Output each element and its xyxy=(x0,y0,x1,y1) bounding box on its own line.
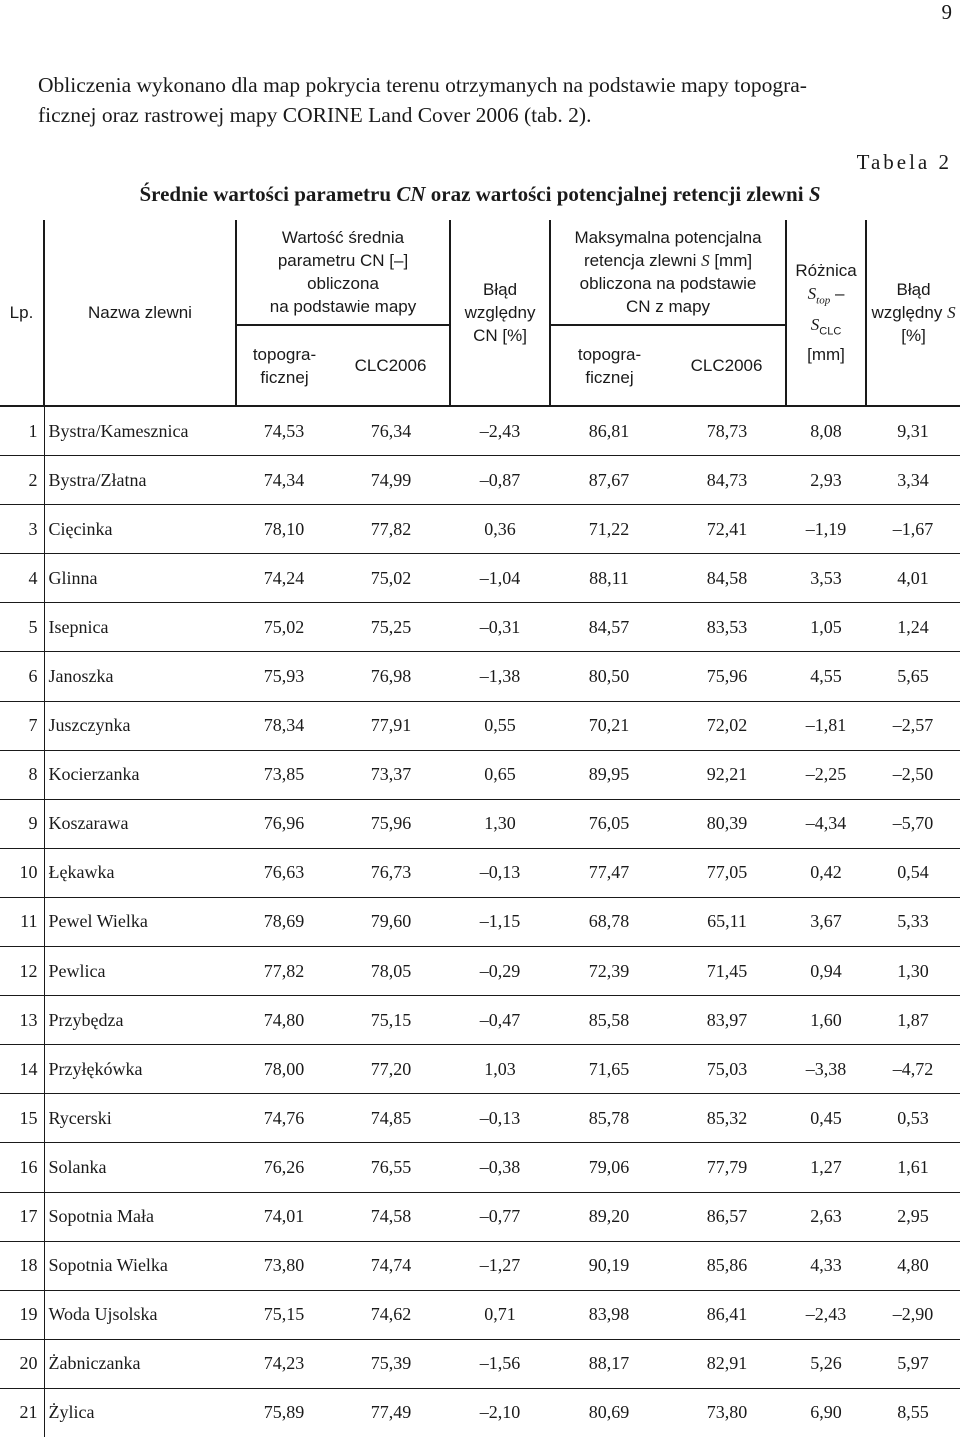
cell-name: Bystra/Kamesznica xyxy=(44,406,236,456)
cell-s-error: 0,53 xyxy=(866,1094,960,1143)
cell-lp: 9 xyxy=(0,799,44,848)
header-s-topo xyxy=(550,325,668,406)
table-title-s: S xyxy=(808,182,821,206)
cell-cn-error: –0,47 xyxy=(450,996,550,1045)
header-cn-line1: Wartość średnia xyxy=(281,228,405,247)
cell-diff: 0,94 xyxy=(786,947,866,996)
cell-name: Sopotnia Mała xyxy=(44,1192,236,1241)
cell-diff: –4,34 xyxy=(786,799,866,848)
cell-cn-topo: 75,15 xyxy=(236,1290,332,1339)
header-s-error-line3: [%] xyxy=(901,326,926,345)
cell-cn-error: –0,31 xyxy=(450,603,550,652)
cell-s-error: –2,90 xyxy=(866,1290,960,1339)
cell-name: Żylica xyxy=(44,1388,236,1437)
cell-s-error: –1,67 xyxy=(866,505,960,554)
cell-diff: –2,25 xyxy=(786,750,866,799)
cell-cn-clc: 76,34 xyxy=(332,406,450,456)
cell-s-topo: 86,81 xyxy=(550,406,668,456)
cell-cn-error: –0,13 xyxy=(450,848,550,897)
cell-diff: 0,42 xyxy=(786,848,866,897)
table-body xyxy=(0,406,960,1437)
header-s-group xyxy=(550,220,786,325)
cell-s-topo: 85,78 xyxy=(550,1094,668,1143)
header-cn-line2: parametru CN [–] xyxy=(277,251,409,270)
cell-cn-clc: 77,20 xyxy=(332,1045,450,1094)
table-row xyxy=(0,456,960,505)
cell-lp: 5 xyxy=(0,603,44,652)
cell-lp: 2 xyxy=(0,456,44,505)
cell-s-topo: 79,06 xyxy=(550,1143,668,1192)
cell-lp: 13 xyxy=(0,996,44,1045)
cell-s-error: –2,57 xyxy=(866,701,960,750)
cell-cn-clc: 75,39 xyxy=(332,1339,450,1388)
header-s-line2b: [mm] xyxy=(709,251,753,270)
cell-cn-topo: 76,96 xyxy=(236,799,332,848)
header-cn-topo-a: topogra- xyxy=(252,344,317,364)
table-row xyxy=(0,947,960,996)
header-s-line1: Maksymalna potencjalna xyxy=(574,228,762,247)
cell-cn-clc: 75,02 xyxy=(332,554,450,603)
cell-cn-topo: 74,80 xyxy=(236,996,332,1045)
cell-s-topo: 90,19 xyxy=(550,1241,668,1290)
cell-lp: 4 xyxy=(0,554,44,603)
cell-lp: 12 xyxy=(0,947,44,996)
cell-cn-error: 1,30 xyxy=(450,799,550,848)
cell-diff: –1,81 xyxy=(786,701,866,750)
header-cn-topo-b: ficznej xyxy=(260,367,309,387)
cell-name: Bystra/Złatna xyxy=(44,456,236,505)
cell-cn-topo: 74,53 xyxy=(236,406,332,456)
header-cn-error-line1: Błąd xyxy=(483,280,518,299)
cell-s-clc: 83,97 xyxy=(668,996,786,1045)
header-s-error xyxy=(866,220,960,406)
cell-cn-topo: 74,23 xyxy=(236,1339,332,1388)
cell-s-clc: 80,39 xyxy=(668,799,786,848)
cell-cn-clc: 77,49 xyxy=(370,1402,412,1423)
cell-cn-error: –0,87 xyxy=(450,456,550,505)
cell-lp: 3 xyxy=(0,505,44,554)
table-row xyxy=(0,1290,960,1339)
header-diff-s1-sub: top xyxy=(816,294,831,307)
cell-lp: 10 xyxy=(0,848,44,897)
cell-diff: –2,43 xyxy=(786,1290,866,1339)
cell-s-error: 1,87 xyxy=(866,996,960,1045)
cell-lp: 18 xyxy=(0,1241,44,1290)
cell-cn-topo: 76,63 xyxy=(236,848,332,897)
cell-cn-error: –1,56 xyxy=(450,1339,550,1388)
cell-s-clc: 65,11 xyxy=(668,897,786,946)
cell-s-error: –2,50 xyxy=(866,750,960,799)
header-cn-line4: na podstawie mapy xyxy=(269,297,417,316)
cell-name: Pewlica xyxy=(44,947,236,996)
cell-s-topo: 68,78 xyxy=(550,897,668,946)
cell-cn-error: 0,65 xyxy=(450,750,550,799)
cell-s-clc: 83,53 xyxy=(668,603,786,652)
table-title-part2: oraz wartości potencjalnej retencji zlewni xyxy=(425,182,809,206)
cell-cn-clc: 76,73 xyxy=(332,848,450,897)
table-row xyxy=(0,799,960,848)
cell-s-error: –5,70 xyxy=(866,799,960,848)
cell-s-clc: 84,58 xyxy=(668,554,786,603)
cell-s-error: 1,61 xyxy=(866,1143,960,1192)
cell-s-clc: 73,80 xyxy=(706,1402,748,1423)
cell-lp: 11 xyxy=(0,897,44,946)
cell-s-topo: 83,98 xyxy=(550,1290,668,1339)
cell-name: Przyłękówka xyxy=(44,1045,236,1094)
cell-cn-topo: 78,34 xyxy=(236,701,332,750)
cell-lp: 16 xyxy=(0,1143,44,1192)
cell-diff: 6,90 xyxy=(810,1402,842,1423)
cell-s-topo: 88,11 xyxy=(550,554,668,603)
cell-name: Żabniczanka xyxy=(44,1339,236,1388)
table-row xyxy=(0,554,960,603)
cell-name: Juszczynka xyxy=(44,701,236,750)
cell-cn-error: 0,36 xyxy=(450,505,550,554)
cell-s-error: 2,95 xyxy=(866,1192,960,1241)
cell-lp: 6 xyxy=(0,652,44,701)
cell-diff: 3,53 xyxy=(786,554,866,603)
cell-cn-topo: 73,80 xyxy=(236,1241,332,1290)
header-diff-dash: – xyxy=(830,284,845,304)
cell-cn-topo: 77,82 xyxy=(236,947,332,996)
cell-lp: 7 xyxy=(0,701,44,750)
cell-cn-clc: 74,99 xyxy=(332,456,450,505)
cell-name: Kocierzanka xyxy=(44,750,236,799)
cell-s-clc: 72,41 xyxy=(668,505,786,554)
cell-cn-topo: 75,89 xyxy=(263,1402,305,1423)
cell-cn-clc: 73,37 xyxy=(332,750,450,799)
cell-s-topo: 71,65 xyxy=(550,1045,668,1094)
intro-paragraph xyxy=(38,70,958,130)
table-row xyxy=(0,603,960,652)
table-row xyxy=(0,897,960,946)
cell-cn-clc: 75,25 xyxy=(332,603,450,652)
cell-lp: 19 xyxy=(0,1290,44,1339)
header-cn-line3: obliczona xyxy=(307,274,379,293)
header-s-line3: obliczona na podstawie xyxy=(579,274,757,293)
header-s-line4: CN z mapy xyxy=(625,297,711,316)
cell-cn-error: –0,13 xyxy=(450,1094,550,1143)
cell-s-error: 1,30 xyxy=(866,947,960,996)
cell-s-topo: 77,47 xyxy=(550,848,668,897)
cell-name: Łękawka xyxy=(44,848,236,897)
cell-s-error: 4,80 xyxy=(866,1241,960,1290)
cell-s-clc: 77,05 xyxy=(668,848,786,897)
cell-cn-topo: 74,76 xyxy=(236,1094,332,1143)
cell-cn-clc: 74,74 xyxy=(332,1241,450,1290)
cell-cn-clc: 76,55 xyxy=(332,1143,450,1192)
page-number: 9 xyxy=(941,0,952,24)
cell-name: Przybędza xyxy=(44,996,236,1045)
cell-cn-error: –2,10 xyxy=(479,1402,521,1423)
cell-cn-clc: 75,15 xyxy=(332,996,450,1045)
cell-s-topo: 71,22 xyxy=(550,505,668,554)
table-row xyxy=(0,1339,960,1388)
cell-name: Pewel Wielka xyxy=(44,897,236,946)
cell-diff: –1,19 xyxy=(786,505,866,554)
cell-cn-topo: 75,93 xyxy=(236,652,332,701)
table-row xyxy=(0,406,960,456)
cell-cn-error: 1,03 xyxy=(450,1045,550,1094)
cell-cn-topo: 78,69 xyxy=(236,897,332,946)
cell-cn-topo: 76,26 xyxy=(236,1143,332,1192)
cell-diff: 0,45 xyxy=(786,1094,866,1143)
header-s-error-line1: Błąd xyxy=(896,280,931,299)
cell-cn-error: –0,77 xyxy=(450,1192,550,1241)
cell-diff: 8,08 xyxy=(786,406,866,456)
cell-name: Solanka xyxy=(44,1143,236,1192)
cell-cn-topo: 78,00 xyxy=(236,1045,332,1094)
cell-s-error: 0,54 xyxy=(866,848,960,897)
cell-s-topo: 80,50 xyxy=(550,652,668,701)
cn-retention-table xyxy=(0,220,960,1437)
cell-cn-error: –1,04 xyxy=(450,554,550,603)
table-row xyxy=(0,1143,960,1192)
table-row xyxy=(0,701,960,750)
header-s-line2a: retencja zlewni xyxy=(583,251,702,270)
cell-s-clc: 84,73 xyxy=(668,456,786,505)
cell-lp: 20 xyxy=(0,1339,44,1388)
cell-s-topo: 88,17 xyxy=(550,1339,668,1388)
cell-s-clc: 78,73 xyxy=(668,406,786,456)
cell-s-error: 5,33 xyxy=(866,897,960,946)
cell-cn-topo: 74,34 xyxy=(236,456,332,505)
header-s-error-line2a: względny xyxy=(871,303,948,322)
cell-cn-clc: 74,58 xyxy=(332,1192,450,1241)
cell-s-topo: 72,39 xyxy=(550,947,668,996)
cell-name: Sopotnia Wielka xyxy=(44,1241,236,1290)
cell-cn-clc: 79,60 xyxy=(332,897,450,946)
cell-lp: 1 xyxy=(0,406,44,456)
cell-s-topo: 70,21 xyxy=(550,701,668,750)
table-label: Tabela 2 xyxy=(856,150,952,174)
header-s-clc: CLC2006 xyxy=(668,325,786,406)
cell-s-topo: 85,58 xyxy=(550,996,668,1045)
cell-name: Isepnica xyxy=(44,603,236,652)
cell-diff: 2,63 xyxy=(786,1192,866,1241)
intro-line-1: Obliczenia wykonano dla map pokrycia terenu otrzymanych na podstawie mapy topogra- xyxy=(38,73,807,97)
cell-cn-error: 0,71 xyxy=(450,1290,550,1339)
cell-diff: 1,27 xyxy=(786,1143,866,1192)
cell-cn-error: –0,29 xyxy=(450,947,550,996)
cell-diff: –3,38 xyxy=(786,1045,866,1094)
cell-s-topo: 80,69 xyxy=(588,1402,630,1423)
header-diff-s2-sub: CLC xyxy=(819,324,842,337)
cell-s-clc: 85,32 xyxy=(668,1094,786,1143)
header-cn-error-line3: CN [%] xyxy=(473,326,527,345)
cell-cn-error: –1,38 xyxy=(450,652,550,701)
cell-cn-topo: 75,02 xyxy=(236,603,332,652)
cell-diff: 5,26 xyxy=(786,1339,866,1388)
cell-s-clc: 75,96 xyxy=(668,652,786,701)
cell-lp: 21 xyxy=(19,1402,38,1423)
cell-cn-topo: 74,01 xyxy=(236,1192,332,1241)
cell-name: Koszarawa xyxy=(44,799,236,848)
header-cn-error xyxy=(450,220,550,406)
cell-cn-clc: 74,85 xyxy=(332,1094,450,1143)
cell-cn-error: 0,55 xyxy=(450,701,550,750)
cell-s-topo: 89,20 xyxy=(550,1192,668,1241)
table-row xyxy=(0,1241,960,1290)
header-name: Nazwa zlewni xyxy=(44,220,236,406)
cell-name: Cięcinka xyxy=(44,505,236,554)
cell-diff: 1,05 xyxy=(786,603,866,652)
cell-s-clc: 75,03 xyxy=(668,1045,786,1094)
header-diff-unit: [mm] xyxy=(807,344,845,364)
cell-lp: 8 xyxy=(0,750,44,799)
cell-s-topo: 87,67 xyxy=(550,456,668,505)
header-diff-s2: S xyxy=(810,314,820,334)
cell-cn-clc: 77,91 xyxy=(332,701,450,750)
header-diff xyxy=(786,220,866,406)
header-s-topo-b: ficznej xyxy=(585,367,634,387)
header-cn-clc: CLC2006 xyxy=(332,325,450,406)
header-diff-line1: Różnica xyxy=(795,261,857,281)
header-cn-topo xyxy=(236,325,332,406)
cell-diff: 1,60 xyxy=(786,996,866,1045)
cell-s-clc: 82,91 xyxy=(668,1339,786,1388)
cell-lp: 15 xyxy=(0,1094,44,1143)
cell-cn-topo: 78,10 xyxy=(236,505,332,554)
cell-name: Janoszka xyxy=(44,652,236,701)
cell-cn-error: –1,15 xyxy=(450,897,550,946)
cell-cn-error: –2,43 xyxy=(450,406,550,456)
cell-s-error: 8,55 xyxy=(897,1402,929,1423)
cell-s-error: 3,34 xyxy=(866,456,960,505)
cell-s-error: 1,24 xyxy=(866,603,960,652)
cell-name: Rycerski xyxy=(44,1094,236,1143)
cell-diff: 2,93 xyxy=(786,456,866,505)
cell-diff: 3,67 xyxy=(786,897,866,946)
cell-s-error: 5,97 xyxy=(866,1339,960,1388)
table-row xyxy=(0,996,960,1045)
cell-cn-error: –1,27 xyxy=(450,1241,550,1290)
header-lp: Lp. xyxy=(0,220,44,406)
header-cn-error-line2: względny xyxy=(464,303,536,322)
table-row xyxy=(0,1192,960,1241)
cell-cn-clc: 75,96 xyxy=(332,799,450,848)
cell-s-topo: 84,57 xyxy=(550,603,668,652)
cell-s-clc: 72,02 xyxy=(668,701,786,750)
cell-s-clc: 71,45 xyxy=(668,947,786,996)
cell-cn-topo: 74,24 xyxy=(236,554,332,603)
table-header xyxy=(0,220,960,406)
cell-cn-clc: 78,05 xyxy=(332,947,450,996)
cell-lp: 14 xyxy=(0,1045,44,1094)
cell-cn-clc: 74,62 xyxy=(332,1290,450,1339)
cell-s-clc: 85,86 xyxy=(668,1241,786,1290)
cell-cn-clc: 76,98 xyxy=(332,652,450,701)
cell-cn-error: –0,38 xyxy=(450,1143,550,1192)
table-row xyxy=(0,1045,960,1094)
header-s-line2s: S xyxy=(701,251,710,270)
cell-name: Glinna xyxy=(44,554,236,603)
cell-s-clc: 92,21 xyxy=(668,750,786,799)
cell-s-error: –4,72 xyxy=(866,1045,960,1094)
cell-diff: 4,55 xyxy=(786,652,866,701)
cell-lp: 17 xyxy=(0,1192,44,1241)
header-s-topo-a: topogra- xyxy=(577,344,642,364)
table-title-cn: CN xyxy=(396,182,426,206)
header-s-error-line2s: S xyxy=(947,303,956,322)
table-title xyxy=(0,182,960,207)
cell-s-error: 5,65 xyxy=(866,652,960,701)
cell-s-error: 4,01 xyxy=(866,554,960,603)
table-row xyxy=(0,1094,960,1143)
cell-cn-topo: 73,85 xyxy=(236,750,332,799)
table-row xyxy=(0,750,960,799)
cell-diff: 4,33 xyxy=(786,1241,866,1290)
cell-s-error: 9,31 xyxy=(866,406,960,456)
header-diff-s1: S xyxy=(807,284,817,304)
header-cn-group xyxy=(236,220,450,325)
table-row xyxy=(0,1388,960,1437)
cell-s-clc: 77,79 xyxy=(668,1143,786,1192)
intro-line-2: ficznej oraz rastrowej mapy CORINE Land Cover 2006 (tab. 2). xyxy=(38,103,592,127)
cell-s-topo: 76,05 xyxy=(550,799,668,848)
cell-s-clc: 86,57 xyxy=(668,1192,786,1241)
cell-s-topo: 89,95 xyxy=(550,750,668,799)
table-row xyxy=(0,848,960,897)
cell-s-clc: 86,41 xyxy=(668,1290,786,1339)
table-row xyxy=(0,652,960,701)
cell-name: Woda Ujsolska xyxy=(44,1290,236,1339)
table-row xyxy=(0,505,960,554)
cell-cn-clc: 77,82 xyxy=(332,505,450,554)
table-title-part1: Średnie wartości parametru xyxy=(139,182,397,206)
